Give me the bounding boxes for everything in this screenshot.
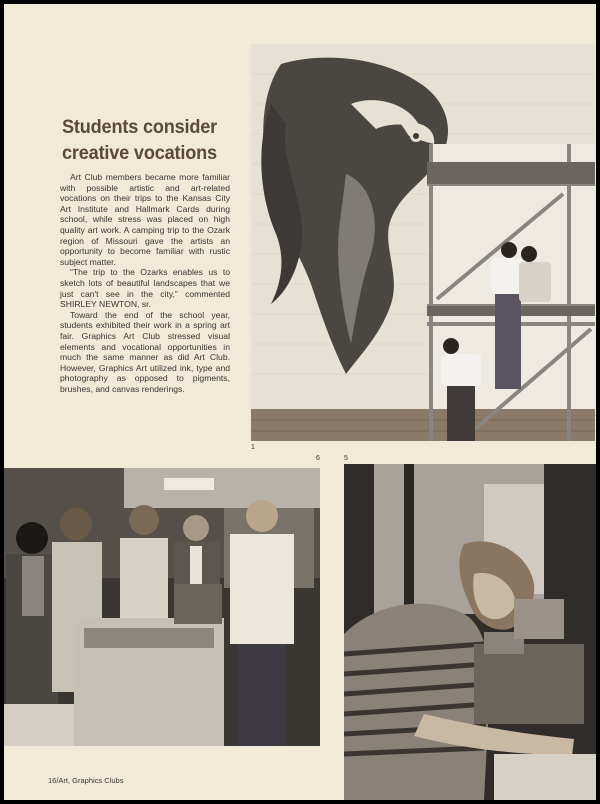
article-body [60,172,230,394]
article-paragraph-1: Art Club members became more familiar with possible artistic and art-related vocations on their trips to the Kansas City Art Institute and Hallmark Cards during school, while stress was placed on high quality art work. A camping trip to the Ozark region of Missouri gave the artists an opportunity to become familiar with rustic subject matter. [60,172,230,267]
article-paragraph-3: Toward the end of the school year, students exhibited their work in a spring art fair. Graphics Art Club stressed visual elements and vocational opportunities in much the same manner as did Art Club. However, Graphics Art utilized ink, type and photography as opposed to pigments, brushes, and canvas renderings. [60,309,230,394]
photo-number-6: 6 [316,455,320,462]
photo-students-printing-press [4,468,320,746]
headline-line-1: Students consider [62,116,218,138]
photo-student-workbench [344,464,596,800]
article-paragraph-2: “The trip to the Ozarks enables us to sketch lots of beautiful landscapes that we just can't see in the city,” commented SHIRLEY NEWTON, sr. [60,267,230,310]
photo-number-5: 5 [344,455,348,462]
photo-number-1: 1 [251,444,255,451]
headline-line-2: creative vocations [62,142,217,164]
page-folio: 16/Art, Graphics Clubs [48,776,124,785]
article-headline [62,114,229,166]
photo-mural-scaffolding [251,44,595,441]
